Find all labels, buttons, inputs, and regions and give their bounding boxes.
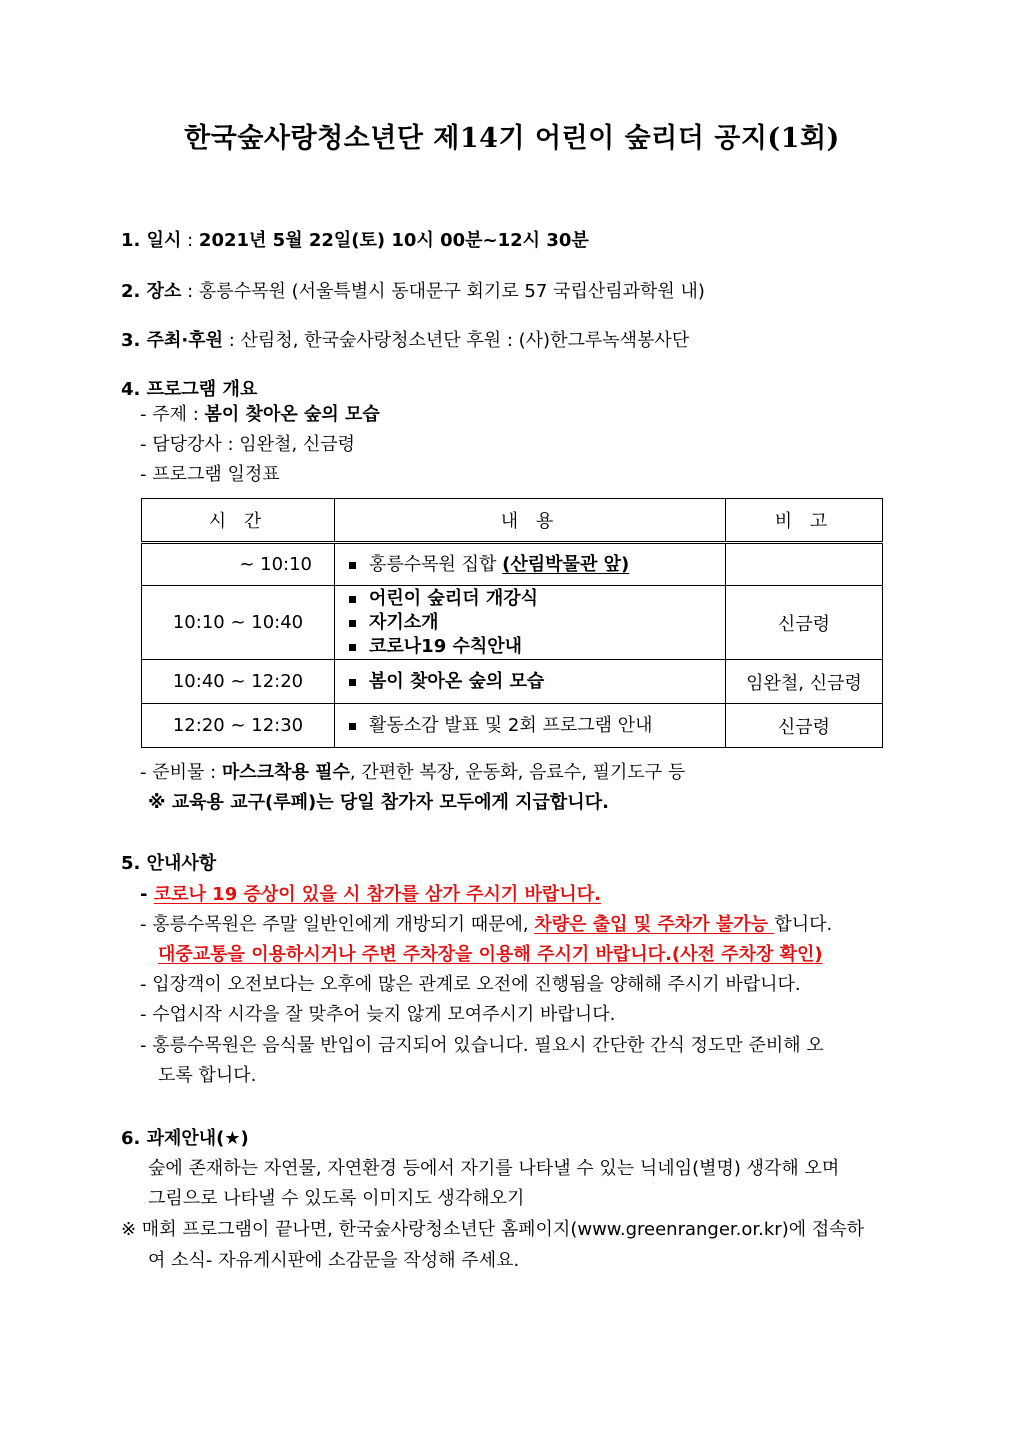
- section-host-value: 산림청, 한국숲사랑청소년단 후원 : (사)한그루녹색봉사단: [240, 330, 690, 351]
- program-theme-prefix: - 주제 :: [140, 404, 205, 425]
- table-cell-note: 신금령: [726, 704, 883, 748]
- guide-punctual: - 수업시작 시각을 잘 맞추어 늦지 않게 모여주시기 바랍니다.: [140, 1004, 616, 1025]
- guide-parking-post: 합니다.: [774, 914, 833, 935]
- section-place-label: 2. 장소: [121, 281, 182, 302]
- section-date: [121, 228, 589, 254]
- dash: -: [140, 884, 154, 905]
- table-cell-content: [335, 704, 726, 748]
- item-text: 코로나19 수칙안내: [369, 635, 523, 657]
- table-row: [142, 586, 883, 660]
- table-cell-time: 10:10 ~ 10:40: [142, 586, 335, 660]
- document-title: 한국숲사랑청소년단 제14기 어린이 숲리더 공지(1회): [184, 123, 840, 154]
- bullet-icon: [349, 620, 356, 627]
- assignment-note-2: 여 소식- 자유게시판에 소감문을 작성해 주세요.: [148, 1250, 520, 1271]
- list-item: [345, 635, 715, 659]
- section-host-label: 3. 주최·후원: [121, 330, 224, 351]
- table-cell-time: 12:20 ~ 12:30: [142, 704, 335, 748]
- table-cell-time: 10:40 ~ 12:20: [142, 660, 335, 704]
- assignment-note-1: ※ 매회 프로그램이 끝나면, 한국숲사랑청소년단 홈페이지(www.greenranger.or.kr)에 접속하: [121, 1219, 864, 1240]
- section-place-value: 홍릉수목원 (서울특별시 동대문구 회기로 57 국립산림과학원 내): [198, 281, 705, 302]
- bullet-icon: [349, 679, 356, 686]
- guide-covid: [140, 882, 601, 908]
- list-item: [345, 611, 715, 635]
- program-theme-value: 봄이 찾아온 숲의 모습: [204, 404, 380, 425]
- program-schedule-label: - 프로그램 일정표: [140, 464, 280, 485]
- program-instructor: - 담당강사 : 임완철, 신금령: [140, 434, 356, 455]
- guide-parking-pre: - 홍릉수목원은 주말 일반인에게 개방되기 때문에,: [140, 914, 535, 935]
- table-header-time: 시 간: [142, 499, 335, 543]
- separator: :: [223, 330, 241, 351]
- table-header-note: 비 고: [726, 499, 883, 543]
- item-text: 봄이 찾아온 숲의 모습: [369, 670, 545, 692]
- list-item: [345, 670, 715, 694]
- item-text: 홍릉수목원 집합: [369, 553, 503, 575]
- table-header-row: [142, 499, 883, 543]
- guide-schedule: - 입장객이 오전보다는 오후에 많은 관계로 오전에 진행됨을 양해해 주시기 바랍니다.: [140, 974, 801, 995]
- table-cell-content: [335, 660, 726, 704]
- section-place: [121, 279, 705, 305]
- guide-parking-warning: 차량은 출입 및 주차가 불가능: [534, 914, 775, 935]
- guide-covid-text: 코로나 19 증상이 있을 시 참가를 삼가 주시기 바랍니다.: [153, 884, 601, 905]
- section-guide-heading: 5. 안내사항: [121, 853, 217, 874]
- guide-food: - 홍릉수목원은 음식물 반입이 금지되어 있습니다. 필요시 간단한 간식 정도만 준비해 오: [140, 1035, 824, 1056]
- table-cell-time: ~ 10:10: [142, 543, 335, 586]
- guide-transport: [158, 942, 823, 968]
- guide-food-cont: 도록 합니다.: [158, 1065, 257, 1086]
- program-notice: ※ 교육용 교구(루페)는 당일 참가자 모두에게 지급합니다.: [148, 792, 609, 813]
- assignment-text-1: 숲에 존재하는 자연물, 자연환경 등에서 자기를 나타낼 수 있는 닉네임(별명) 생각해 오며: [148, 1158, 840, 1179]
- program-theme: [140, 402, 380, 428]
- section-program-heading: 4. 프로그램 개요: [121, 379, 258, 400]
- table-cell-content: [335, 586, 726, 660]
- bullet-icon: [349, 596, 356, 603]
- item-text: 어린이 숲리더 개강식: [369, 587, 539, 609]
- table-cell-note: 임완철, 신금령: [726, 660, 883, 704]
- bullet-icon: [349, 562, 356, 569]
- item-text: 활동소감 발표 및 2회 프로그램 안내: [369, 714, 653, 736]
- program-preparation: [140, 760, 685, 786]
- table-cell-content: [335, 543, 726, 586]
- prep-mask-required: 마스크착용 필수: [221, 762, 350, 783]
- separator: :: [181, 281, 199, 302]
- list-item: [345, 714, 715, 738]
- section-date-value: 2021년 5월 22일(토) 10시 00분~12시 30분: [198, 230, 589, 251]
- table-row: [142, 543, 883, 586]
- table-row: [142, 660, 883, 704]
- item-text: 자기소개: [369, 611, 439, 633]
- table-cell-note: 신금령: [726, 586, 883, 660]
- table-header-content: 내 용: [335, 499, 726, 543]
- table-row: [142, 704, 883, 748]
- guide-parking: [140, 912, 832, 938]
- section-date-label: 1. 일시: [121, 230, 182, 251]
- prep-prefix: - 준비물 :: [140, 762, 222, 783]
- item-location: (산림박물관 앞): [502, 553, 630, 575]
- table-cell-note: [726, 543, 883, 586]
- bullet-icon: [349, 723, 356, 730]
- section-assignment-heading: 6. 과제안내(★): [121, 1128, 249, 1149]
- guide-transport-text: 대중교통을 이용하시거나 주변 주차장을 이용해 주시기 바랍니다.(사전 주차장 확인): [158, 944, 823, 965]
- list-item: [345, 553, 715, 577]
- list-item: [345, 587, 715, 611]
- section-host: [121, 328, 689, 354]
- assignment-text-2: 그림으로 나타낼 수 있도록 이미지도 생각해오기: [148, 1188, 525, 1209]
- prep-items: , 간편한 복장, 운동화, 음료수, 필기도구 등: [349, 762, 686, 783]
- schedule-table: [141, 498, 883, 748]
- bullet-icon: [349, 644, 356, 651]
- separator: :: [181, 230, 199, 251]
